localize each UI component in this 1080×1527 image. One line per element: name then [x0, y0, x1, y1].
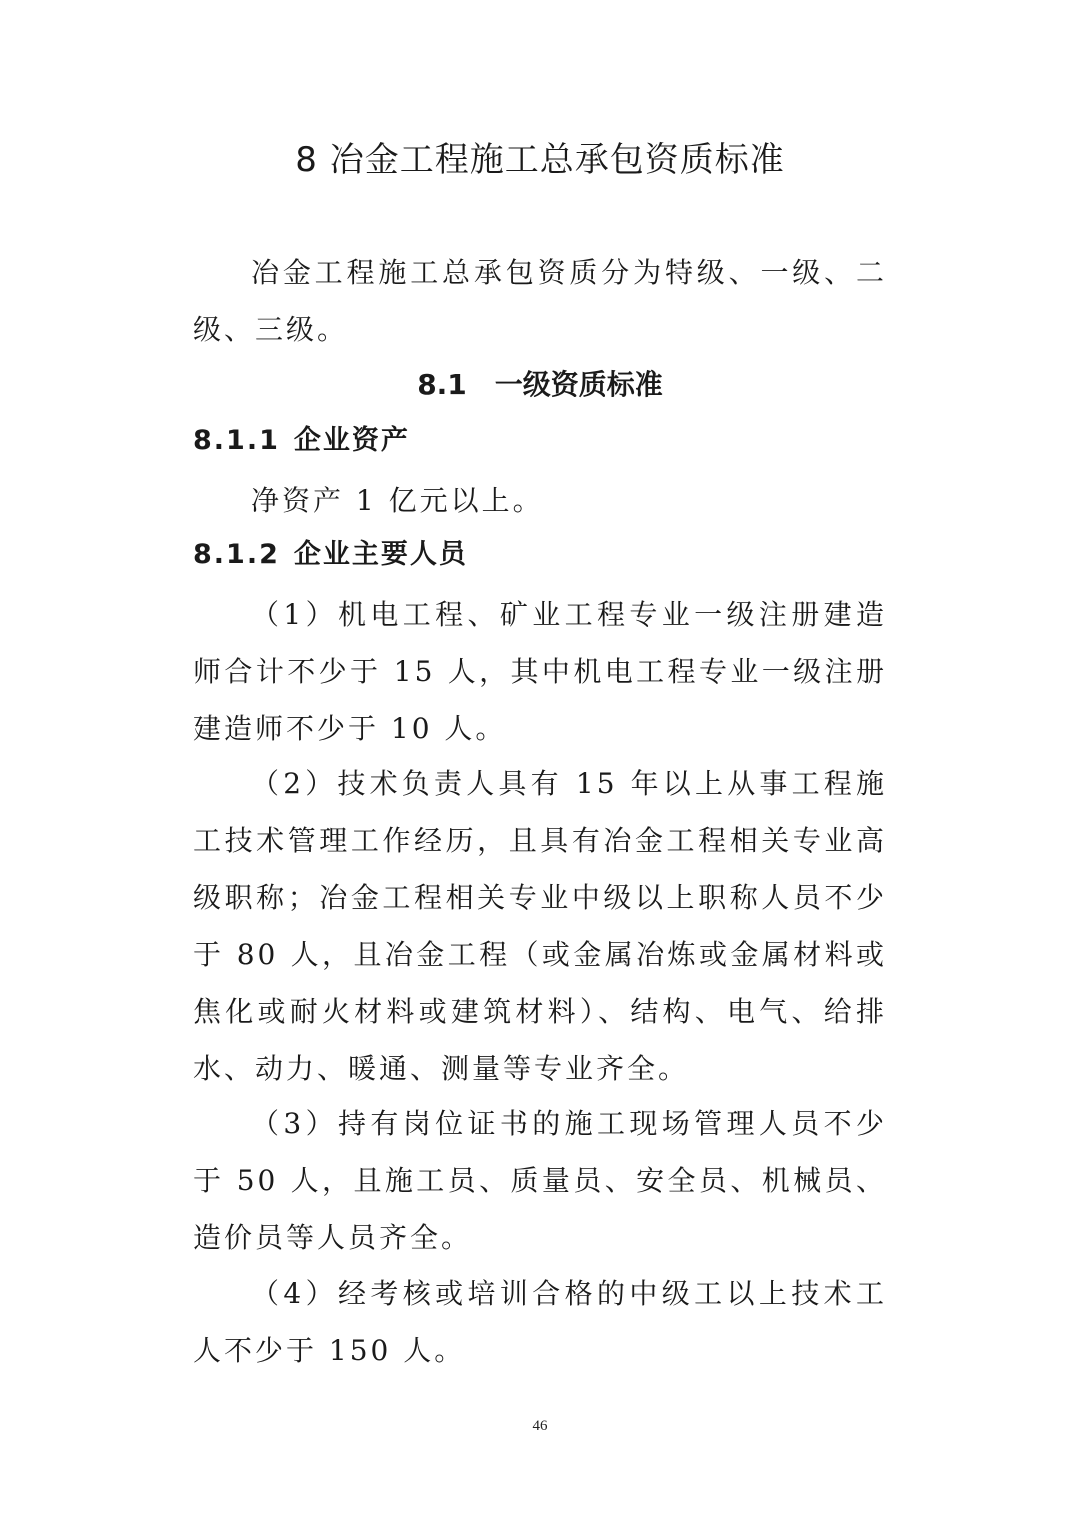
document-title: 8 冶金工程施工总承包资质标准	[295, 140, 785, 180]
subsection-heading-personnel	[193, 530, 468, 580]
page-number: 46	[532, 1418, 548, 1434]
section-number: 8.1	[417, 368, 467, 401]
subsection-title: 企业资产	[293, 425, 410, 456]
subsection-number: 8.1.2	[193, 539, 280, 570]
section-heading	[0, 360, 1080, 410]
subsection-title: 企业主要人员	[293, 539, 468, 570]
intro-paragraph: 冶金工程施工总承包资质分为特级、一级、二级、三级。	[193, 256, 887, 346]
assets-paragraph: 净资产 1 亿元以上。	[251, 484, 544, 517]
personnel-item-1: （1）机电工程、矿业工程专业一级注册建造师合计不少于 15 人，其中机电工程专业一级注册建造师不少于 10 人。	[193, 598, 887, 745]
personnel-item-2: （2）技术负责人具有 15 年以上从事工程施工技术管理工作经历，且具有冶金工程相关专业高级职称；冶金工程相关专业中级以上职称人员不少于 80 人，且冶金工程（或金属冶炼或金属材料或焦化或耐火材料或建筑材料）、结构、电气、给排水、动力、暖通、测量等专业齐全。	[193, 767, 887, 1085]
section-title: 一级资质标准	[494, 368, 663, 401]
subsection-heading-assets	[193, 416, 410, 466]
personnel-item-4: （4）经考核或培训合格的中级工以上技术工人不少于 150 人。	[193, 1277, 887, 1367]
personnel-item-3: （3）持有岗位证书的施工现场管理人员不少于 50 人，且施工员、质量员、安全员、机械员、造价员等人员齐全。	[193, 1107, 887, 1254]
subsection-number: 8.1.1	[193, 425, 280, 456]
